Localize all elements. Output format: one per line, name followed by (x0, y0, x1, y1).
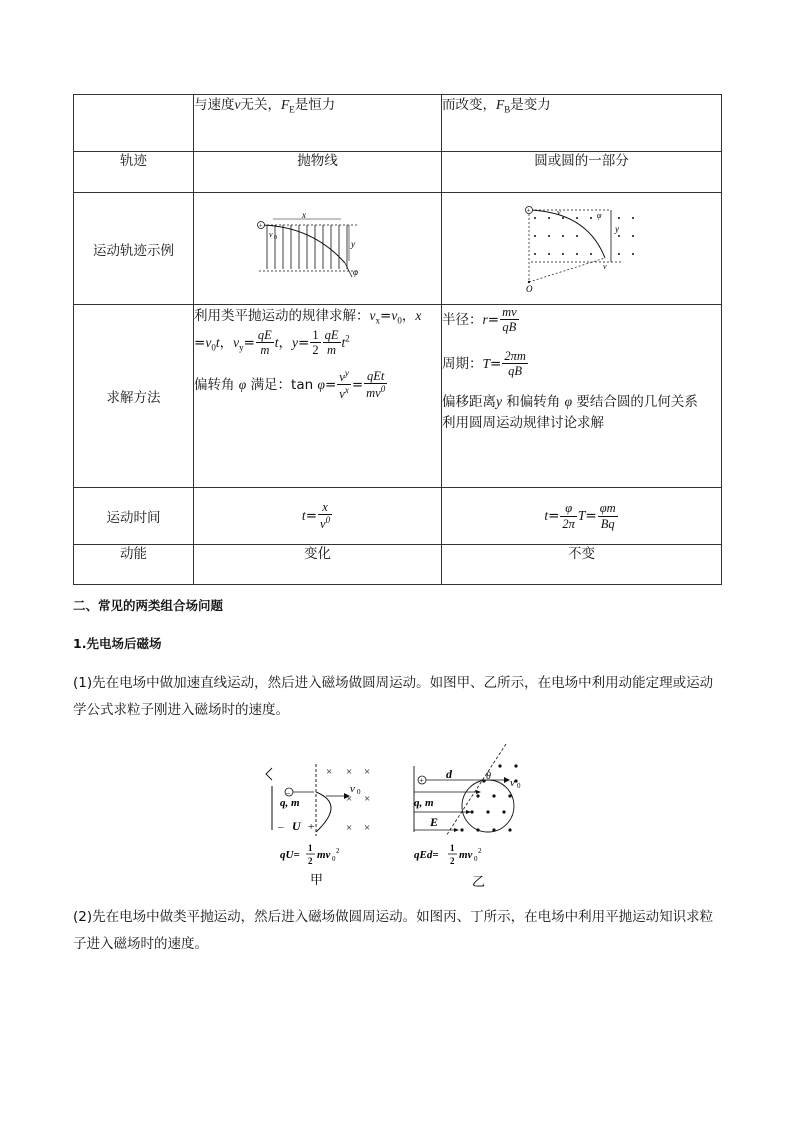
parabola-trajectory-diagram (194, 193, 442, 305)
svg-text:甲: 甲 (310, 872, 324, 887)
svg-text:y: y (614, 223, 619, 234)
table-row (74, 152, 722, 193)
svg-text:φ: φ (596, 210, 601, 220)
svg-text:×: × (346, 793, 353, 805)
svg-text:d: d (446, 767, 452, 781)
svg-text:0: 0 (332, 855, 336, 863)
svg-text:×: × (346, 766, 353, 778)
svg-text:qEd=: qEd= (414, 849, 439, 861)
svg-text:0: 0 (517, 782, 521, 790)
svg-text:φ: φ (352, 266, 358, 277)
comparison-table (73, 94, 722, 585)
paragraph-1: (1)先在电场中做加速直线运动，然后进入磁场做圆周运动。如图甲、乙所示，在电场中利用动能定理或运动学公式求粒子刚进入磁场时的速度。 (73, 675, 714, 718)
svg-text:2: 2 (336, 847, 340, 855)
table-cell-magnetic-method: 半径：r= $\frac{mv}{qB}$ 周期：T= $\frac{2\pi m}{qB}$ 偏移距离y 和偏转角 φ 要结合圆的几何关系 利用圆周运动规律讨论求解 (442, 305, 722, 488)
svg-text:U: U (292, 819, 301, 833)
subsection-title: 1.先电场后磁场 (73, 636, 162, 651)
svg-text:乙: 乙 (472, 874, 486, 889)
svg-text:1: 1 (308, 843, 313, 853)
svg-text:v: v (350, 783, 355, 795)
table-row (74, 545, 722, 585)
svg-text:+: + (308, 821, 315, 833)
figure-jia (262, 760, 380, 890)
row-label: 求解方法 (74, 305, 194, 488)
svg-text:v: v (268, 229, 273, 239)
svg-text:–: – (286, 788, 290, 797)
svg-text:0: 0 (474, 855, 478, 863)
svg-text:×: × (364, 766, 371, 778)
figure-yi (410, 740, 540, 890)
table-cell: 不变 (442, 545, 722, 585)
table-cell: 抛物线 (194, 152, 442, 193)
table-cell-magnetic-force: 而改变，$F_B$是变力 (442, 95, 722, 152)
row-label: 运动轨迹示例 (74, 193, 194, 305)
table-cell (74, 95, 194, 152)
svg-text:mv: mv (459, 849, 473, 861)
svg-text:2: 2 (308, 856, 313, 866)
svg-text:+: + (526, 206, 531, 215)
svg-text:v: v (602, 261, 607, 271)
svg-text:+: + (258, 221, 263, 230)
svg-text:×: × (346, 822, 353, 834)
table-cell-time-magnetic: t= $\frac{\varphi}{2\pi}$ T= $\frac{\varphi m}{Bq}$ (442, 488, 722, 545)
svg-text:qU=: qU= (280, 849, 300, 861)
table-row (74, 305, 722, 488)
svg-text:x: x (301, 210, 306, 220)
svg-text:1: 1 (450, 843, 455, 853)
svg-text:2: 2 (450, 856, 455, 866)
table-cell-time-electric: t= $\frac{x}{v^0}$ (194, 488, 442, 545)
circular-trajectory-diagram (442, 193, 722, 305)
svg-text:2: 2 (478, 847, 482, 855)
row-label: 轨迹 (74, 152, 194, 193)
table-cell: 变化 (194, 545, 442, 585)
parabola-figure (253, 211, 383, 283)
svg-text:×: × (364, 822, 371, 834)
row-label: 动能 (74, 545, 194, 585)
circle-figure (517, 202, 647, 292)
svg-text:0: 0 (273, 234, 277, 241)
svg-text:mv: mv (317, 849, 331, 861)
paragraph-2: (2)先在电场中做类平抛运动，然后进入磁场做圆周运动。如图丙、丁所示，在电场中利用平抛运动知识求粒子进入磁场时的速度。 (73, 909, 714, 952)
row-label: 运动时间 (74, 488, 194, 545)
svg-text:v: v (556, 207, 561, 217)
svg-text:+: + (419, 776, 424, 785)
svg-text:q, m: q, m (414, 797, 434, 809)
svg-text:–: – (278, 821, 284, 833)
table-row (74, 193, 722, 305)
svg-text:q, m: q, m (280, 797, 300, 809)
svg-text:0: 0 (357, 788, 361, 796)
svg-text:O: O (525, 283, 532, 292)
svg-text:E: E (430, 815, 439, 829)
svg-text:v: v (510, 777, 515, 789)
section-title: 二、常见的两类组合场问题 (73, 598, 224, 613)
svg-text:×: × (364, 793, 371, 805)
svg-text:θ: θ (486, 771, 491, 782)
svg-text:y: y (350, 238, 355, 249)
table-cell: 圆或圆的一部分 (442, 152, 722, 193)
table-cell-electric-force: 与速度v无关，$F_E$是恒力 (194, 95, 442, 152)
table-row (74, 95, 722, 152)
svg-text:×: × (326, 766, 333, 778)
table-cell-electric-method: 利用类平抛运动的规律求解：$v_x=v_0$，x $=v_0t$，$v_y=$ $\frac{qE}{m}$ t，y= $\frac{1}{2}$ $\frac{qE}{m}$ $t^2$ 偏转角 φ 满足：tan φ= $\frac{v^y}{v^x}$ = $\frac{\text{qEt}}{mv^0}$ (194, 305, 442, 488)
table-row (74, 488, 722, 545)
